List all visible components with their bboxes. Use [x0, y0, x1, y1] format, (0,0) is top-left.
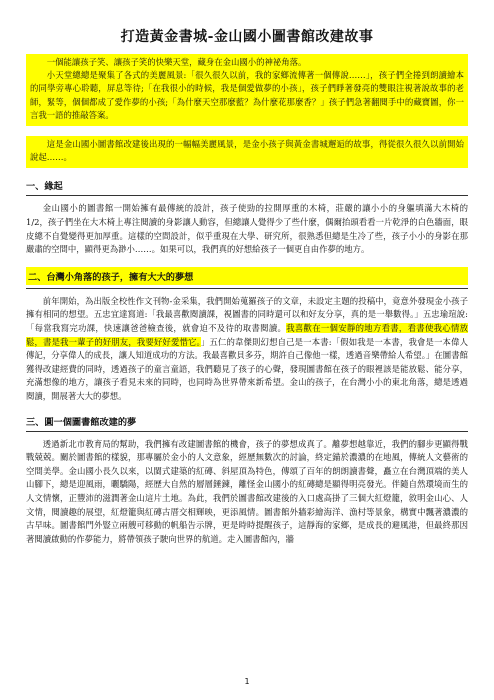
section-paragraph: [26, 202, 468, 256]
paragraph-text: 透過新北市教育局的幫助，我們擁有改建圖書館的機會，孩子的夢想成真了。離夢想越靠近，我們的腳步更顯得戰戰兢兢。關於圖書館的樣貌，那專屬於金小的人文意象，經歷無數次的討論，終定錨於濃濃的在地風，傳統人文藝術的空間美學。金山國小長久以來，以閩式建築的紅磚、斜屋頂為特色，傳頌了百年的朗朗讀書聲，矗立在台灣頂端的美人山腳下，總是迎風雨，曬驕陽，經歷大自然的層層錘鍊，離怪金山國小的紅磚總是顯得明亮發光。伴隨自然環境而生的人文情懷，正豐沛的滋潤著金山這片土地。為此，我們於圖書館改建後的入口處高掛了三個大紅燈籠，敘明金山心、人文情，閱讀趣的展望，紅燈籠與紅磚古厝交相輝映，更添風情。圖書館外牆彩繪海洋、漁村等景象，構實中飄著濃濃的古早味。圖書館門外豎立兩艘可移動的帆船告示牌，更是時時提醒孩子，這靜海的家鄉，是成長的避風港，但最終那因著閱讀啟動的作夢能力，將帶領孩子駛向世界的航道。走入圖書館內，牆: [26, 438, 468, 544]
section-title: 一、緣起: [26, 181, 63, 193]
intro-paragraph: 一個能讓孩子笑、讓孩子笑的快樂天堂，藏身在金山國小的神祕角落。: [46, 57, 307, 67]
section-paragraph: [26, 295, 468, 404]
highlighted-text: 我喜歡在一個安靜的地方看書，看書使我心情放鬆，書是我一輩子的好朋友，我要好好愛惜它。: [26, 322, 469, 347]
intro-block: [26, 54, 468, 126]
paragraph-text: 前年開始，為出版全校性作文刊物-金采集，我們開始蒐羅孩子的文章，未設定主題的投稿中，竟意外發現金小孩子擁有相同的想望。五忠宜達寫道:「我最喜歡閱讀課，視圖書的同時還可以和好友分享，真的是一舉數得。」五忠瑜瑄說:「每當我寫完功課，快速讓爸爸檢查後，就會迫不及待的取書閱讀。: [26, 295, 468, 333]
intro-paragraph: 小天堂總總是聚集了各式的美麗風景:「很久很久以前，我的家鄉流傳著一個傳說……」，孩子們全捲到朗讀繪本的同學旁專心聆聽，屏息等待;「在我很小的時候，我是個愛做夢的小孩」，孩子們睜著發亮的雙眼注視著說故事的老師，緊等，個個都成了愛作夢的小孩;「為什麼天空那麼藍？為什麼花那麼香？」孩子們急著翻閱手中的藏寶圖，你一言我一語的推敲答案。: [30, 70, 464, 120]
paragraph-text: 金山國小的圖書館一開始擁有最傳統的設計，孩子使勁的拉開厚重的木椅，莊嚴的讓小小的身軀填滿大木椅的 1/2，孩子們坐在大木椅上專注閱讀的身影讓人動容，但總讓人覺得少了些什麼，偶爾抬頭看看一片乾淨的白色牆面，眼皮總不自覺變得更加厚重。這樣的空間設計，似乎重現在大學、研究所，很熟悉但總是生冷了些，孩子小小的身影在那嚴肅的空間中，顯得更為渺小……。如果可以，我們真的好想給孩子一個更自由作夢的地方。: [26, 203, 468, 255]
section-divider: [26, 195, 468, 196]
section: [26, 414, 468, 547]
document-title: 打造黃金書城-金山國小圖書館改建故事: [120, 29, 374, 45]
sections-container: [26, 178, 468, 546]
section-divider: [26, 288, 468, 289]
section-title: 二、台灣小角落的孩子，擁有大大的夢想: [26, 267, 468, 285]
section: [26, 267, 468, 404]
page-number: 1: [244, 677, 250, 686]
section-paragraph: [26, 438, 468, 547]
summary-paragraph: 這是金山國小圖書館改建後出現的一幅幅美麗風景，是金小孩子與黃金書城邂逅的故事，得從很久很久以前開始說起……。: [30, 139, 464, 163]
section: [26, 178, 468, 256]
paragraph-text: 」五仁的韋傑則幻想自己是一本書:「假如我是一本書，我會是一本偉人傳記，分享偉人的成長，讓人知道成功的方法。我最喜歡貝多芬，期許自己像他一樣，透過音樂帶給人希望。」在圖書館獲得改建經費的同時，透過孩子的童言童語，我們聽見了孩子的心聲，發現圖書館在孩子的眼裡該是能放鬆、能分享，充滿想像的地方，讓孩子看見未來的同時，也同時為世界帶來新希望。金山的孩子，在台灣小小的東北角落，總是透過閱讀，開展著大大的夢想。: [26, 336, 468, 401]
section-divider: [26, 431, 468, 432]
section-title: 三、圓一個圖書館改建的夢: [26, 416, 137, 428]
summary-block: [26, 136, 468, 168]
